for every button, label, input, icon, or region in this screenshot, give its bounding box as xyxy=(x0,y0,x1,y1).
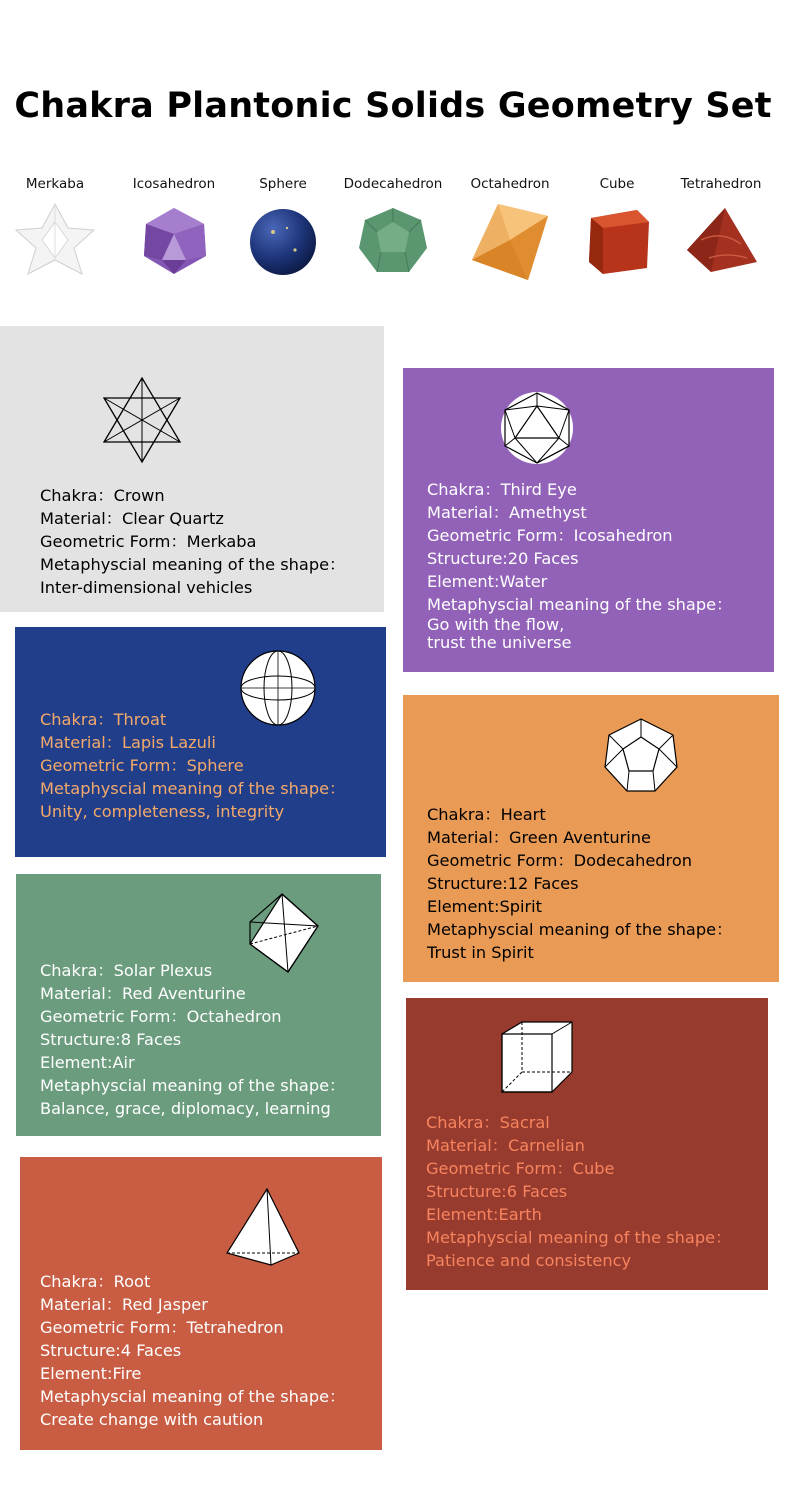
material-line: Material：Carnelian xyxy=(426,1136,585,1155)
card-solar-plexus xyxy=(16,874,381,1136)
material-line: Material：Red Aventurine xyxy=(40,984,246,1003)
chakra-line: Chakra：Throat xyxy=(40,710,167,729)
meaning-label: Metaphyscial meaning of the shape： xyxy=(426,1228,732,1247)
material-line: Material：Lapis Lazuli xyxy=(40,733,216,752)
meaning-label: Metaphyscial meaning of the shape： xyxy=(427,595,733,614)
card-sacral xyxy=(406,998,768,1290)
form-line: Geometric Form：Sphere xyxy=(40,756,244,775)
card-throat xyxy=(15,627,386,857)
root-text xyxy=(40,1270,345,1431)
meaning-line: Unity, completeness, integrity xyxy=(40,802,285,821)
element-line: Element:Earth xyxy=(426,1205,542,1224)
gem-label: Tetrahedron xyxy=(680,176,762,192)
chakra-line: Chakra：Third Eye xyxy=(427,480,577,499)
form-line: Geometric Form：Dodecahedron xyxy=(427,851,693,870)
gem-label: Icosahedron xyxy=(132,176,216,192)
element-line: Element:Air xyxy=(40,1053,135,1072)
gem-merkaba xyxy=(0,176,110,280)
chakra-line: Chakra：Root xyxy=(40,1272,151,1291)
meaning-label: Metaphyscial meaning of the shape： xyxy=(40,555,346,574)
gem-label: Dodecahedron xyxy=(343,176,443,192)
structure-line: Structure:20 Faces xyxy=(427,549,579,568)
material-line: Material：Green Aventurine xyxy=(427,828,652,847)
chakra-line: Chakra：Solar Plexus xyxy=(40,961,213,980)
form-line: Geometric Form：Octahedron xyxy=(40,1007,282,1026)
octahedron-crystal-icon xyxy=(468,200,552,284)
meaning-line: Patience and consistency xyxy=(426,1251,632,1270)
gem-sphere xyxy=(228,176,338,280)
gem-label: Octahedron xyxy=(470,176,550,192)
card-crown xyxy=(0,326,384,612)
dodecahedron-outline-icon xyxy=(603,717,679,793)
gem-label: Cube xyxy=(599,176,635,192)
merkaba-crystal-icon xyxy=(10,200,100,280)
element-line: Element:Fire xyxy=(40,1364,142,1383)
tetrahedron-outline-icon xyxy=(225,1187,301,1267)
meaning-line: Trust in Spirit xyxy=(427,943,534,962)
gem-cube xyxy=(562,176,672,280)
chakra-line: Chakra：Heart xyxy=(427,805,546,824)
form-line: Geometric Form：Icosahedron xyxy=(427,526,673,545)
merkaba-outline-icon xyxy=(100,376,184,464)
gem-icosahedron xyxy=(119,176,229,280)
dodecahedron-crystal-icon xyxy=(353,200,433,280)
meaning-label: Metaphyscial meaning of the shape： xyxy=(427,920,733,939)
material-line: Material：Red Jasper xyxy=(40,1295,208,1314)
gem-dodecahedron xyxy=(338,176,448,280)
sacral-text xyxy=(426,1111,731,1272)
form-line: Geometric Form：Merkaba xyxy=(40,532,257,551)
meaning-line: trust the universe xyxy=(427,633,572,652)
meaning-label: Metaphyscial meaning of the shape： xyxy=(40,779,346,798)
meaning-line: Go with the flow, xyxy=(427,615,565,634)
structure-line: Structure:12 Faces xyxy=(427,874,579,893)
tetrahedron-crystal-icon xyxy=(681,200,761,280)
gem-label: Merkaba xyxy=(25,176,85,192)
third-eye-text xyxy=(427,478,732,652)
card-heart xyxy=(403,695,779,982)
material-line: Material：Clear Quartz xyxy=(40,509,224,528)
heart-text xyxy=(427,803,732,964)
throat-text xyxy=(40,708,345,823)
sphere-crystal-icon xyxy=(243,200,323,280)
gem-tetrahedron xyxy=(666,176,776,280)
card-third-eye xyxy=(403,368,774,672)
icosahedron-crystal-icon xyxy=(134,200,214,280)
meaning-label: Metaphyscial meaning of the shape： xyxy=(40,1076,346,1095)
crown-text xyxy=(40,484,345,599)
meaning-line: Balance, grace, diplomacy, learning xyxy=(40,1099,331,1118)
material-line: Material：Amethyst xyxy=(427,503,587,522)
structure-line: Structure:4 Faces xyxy=(40,1341,182,1360)
cube-outline-icon xyxy=(500,1020,574,1094)
element-line: Element:Spirit xyxy=(427,897,543,916)
meaning-line: Inter-dimensional vehicles xyxy=(40,578,253,597)
solar-plexus-text xyxy=(40,959,345,1120)
structure-line: Structure:8 Faces xyxy=(40,1030,182,1049)
gem-label: Sphere xyxy=(259,176,307,192)
meaning-label: Metaphyscial meaning of the shape： xyxy=(40,1387,346,1406)
meaning-line: Create change with caution xyxy=(40,1410,264,1429)
page-title: Chakra Plantonic Solids Geometry Set xyxy=(14,86,772,126)
chakra-line: Chakra：Sacral xyxy=(426,1113,550,1132)
card-root xyxy=(20,1157,382,1450)
icosahedron-outline-icon xyxy=(499,390,575,466)
structure-line: Structure:6 Faces xyxy=(426,1182,568,1201)
form-line: Geometric Form：Tetrahedron xyxy=(40,1318,284,1337)
chakra-line: Chakra：Crown xyxy=(40,486,165,505)
element-line: Element:Water xyxy=(427,572,548,591)
gem-octahedron xyxy=(455,176,565,284)
cube-crystal-icon xyxy=(577,200,657,280)
form-line: Geometric Form：Cube xyxy=(426,1159,615,1178)
